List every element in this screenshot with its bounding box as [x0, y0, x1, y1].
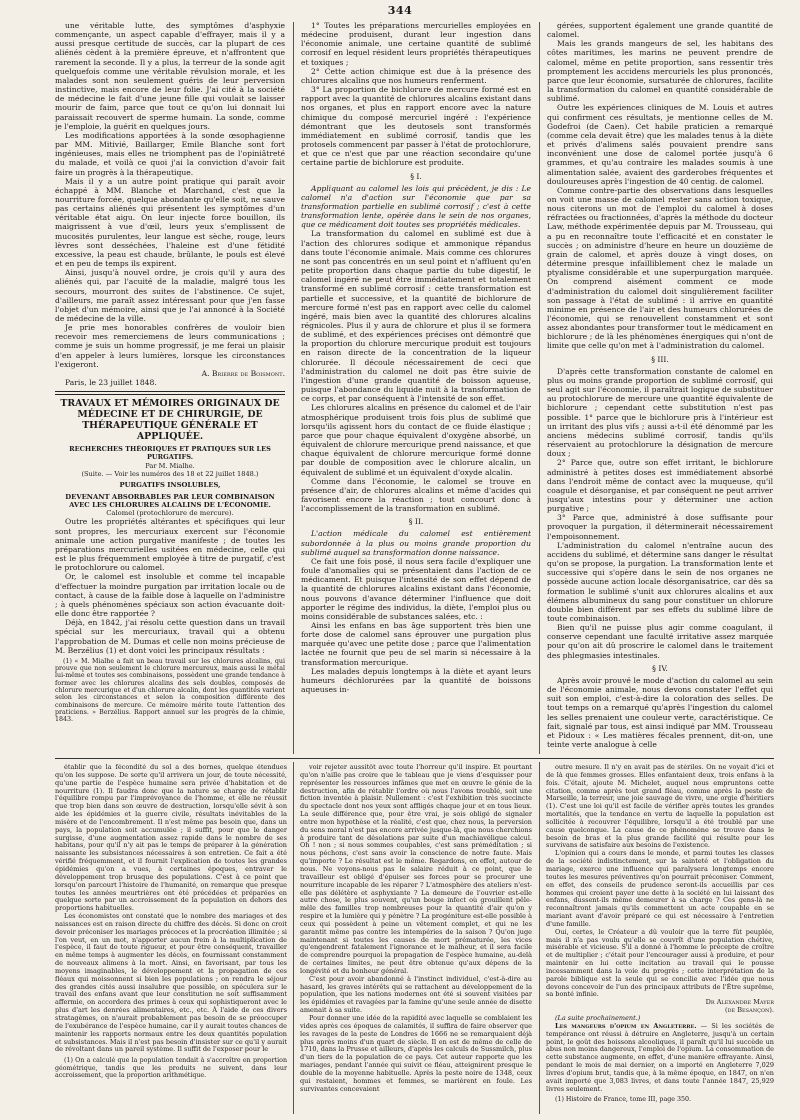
paragraph: gérées, supportent également une grande quantité de calomel. — [547, 21, 773, 40]
paragraph: Je prie mes honorables confrères de vouloir bien recevoir mes remerciemens de leurs communications ; comme je suis un homme progressif, je me ferai un plaisir d'en appeler à leurs lumières, lorsque les circonstances l'exigeront. — [55, 323, 285, 369]
column-2 — [301, 21, 531, 755]
column-rule — [539, 22, 540, 754]
paragraph: Ainsi, jusqu'à nouvel ordre, je crois qu'il y aura des aliénés qui, par l'acuité de la maladie, malgré tous les secours, mourront des suites de l'abstinence. Ce sujet, d'ailleurs, me paraît assez intéressant pour que j'en fasse l'objet d'un mémoire, ainsi que je l'ai annoncé à la Société de médecine de la ville. — [55, 268, 285, 323]
paragraph: une véritable lutte, des symptômes d'asphyxie commençante, un aspect capable d'effrayer, mais il y a aussi presque certitude de succès, car la plupart de ces aliénés cèdent à la première épreuve, et n'affrontent que rarement la seconde. Il y a plus, la terreur de la sonde agit quelquefois comme une véritable révulsion morale, et les malades sont non seulement guéris de leur perversion instinctive, mais encore de leur folie. J'ai cité à la société de médecine le fait d'une jeune fille qui voulait se laisser mourir de faim, parce que tout ce qu'on lui donnait lui paraissait recouvert de sperme humain. La sonde, comme je l'emploie, la guérit en quelques jours. — [55, 21, 285, 131]
subheading-calomel: Calomel (protochlorure de mercure). — [106, 509, 234, 518]
section-heading: § IV. — [652, 663, 668, 673]
lower-column-3 — [546, 764, 774, 1114]
column-rule — [293, 762, 294, 1114]
section-heading: § I. — [410, 171, 422, 181]
lower-column-1 — [55, 764, 287, 1114]
paragraph: établir que la fécondité du sol a des bornes, quelque étendues qu'on les suppose. De sorte qu'il arrivera un jour, de toute nécessité, qu'une partie de l'espèce humaine sera privée d'habitation et de nourriture (1). Il faudra donc que la nature se charge de rétablir l'équilibre rompu par l'imprévoyance de l'homme, et elle ne réussit que trop bien dans son œuvre de destruction, lorsqu'elle sévit à son aide les épidémies et la guerre civile, résultats inévitables de la misère et de l'encombrement. Il n'est même pas besoin que, dans un pays, la population soit accumulée ; il suffit, pour que le danger surgisse, d'une augmentation assez rapide dans le nombre de ses habitans, pour qu'il n'y ait pas le temps de préparer à la génération naissante les subsistances nécessaires à son entretien. Ce fait a été vérifié fréquemment, et il fournit l'explication de toutes les grandes épidémies qu'on a vues, à certaines époques, entraver le développement trop brusque des populations. C'est à ce point que lorsqu'on parcourt l'histoire de l'humanité, on remarque que presque toutes les années meurtrières ont été précédées et préparées en quelque sorte par un accroissement de la population en dehors des proportions habituelles. — [55, 764, 287, 913]
paragraph: Appliquant au calomel les lois qui précèdent, je dis : Le calomel n'a d'action sur l'économie que par sa transformation partielle en sublimé corrosif ; c'est à cette transformation lente, opérée dans le sein de nos organes, que ce médicament doit toutes ses propriétés médicales. — [301, 183, 531, 230]
paragraph: voir rejeter aussitôt avec toute l'horreur qu'il inspire. Et pourtant qu'on n'aille pas croire que le tableau que je viens d'esquisser pour représenter les ressources infâmes que met en œuvre le génie de la destruction, afin de rétablir l'ordre où nous l'avons troublé, soit une fiction inventée à plaisir. Nullement : c'est l'exhibition très succincte du spectacle dont nos yeux sont affligés chaque jour et en tous lieux. La seule différence que, pour être vrai, je sois obligé de signaler entre mon hypothèse et la réalité, c'est que, chez nous, la perversion du sens moral n'est pas encore arrivée jusque-là, que nous cherchions à produire tant de désolations par suite d'un machiavélique calcul. Oh ! non ; si nous sommes coupables, c'est sans préméditation ; si nous péchons, c'est sans avoir la conscience de notre faute. Mais qu'importe ? Le résultat est le même. Regardons, en effet, autour de nous. Ne voyons-nous pas le salaire réduit à ce point, que le travailleur est obligé d'épuiser ses forces pour se procurer une nourriture incapable de les réparer ? L'atmosphère des ateliers n'est-elle pas délétère et asphyxiante ? La demeure de l'ouvrier est-elle autre chose, le plus souvent, qu'un bouge infect où grouillent pêle-mêle des familles trop nombreuses pour la quantité d'air qu'on y respire et la lumière qui y pénètre ? La progéniture est-elle possible à ceux qui possèdent à peine un vêtement complet, et qui ne les garantit même pas contre les intempéries de la saison ? Qu'on juge maintenant si toutes les causes de mort prématurée, les vices qu'engendrent fatalement l'ignorance et le malheur, et il sera facile de comprendre pourquoi la propagation de l'espèce humaine, au-delà de certaines limites, ne peut être obtenue qu'aux dépens de la longévité et du bonheur général. — [300, 764, 532, 975]
paragraph: Comme dans l'économie, le calomel se trouve en présence d'air, de chlorures alcalins et même d'acides qui favorisent encore la réaction ; tout concourt donc à l'accomplissement de la transformation en sublimé. — [301, 476, 531, 514]
column-rule — [539, 762, 540, 1114]
column-3 — [547, 21, 773, 755]
paragraph: 2° Parce que, outre son effet irritant, le bichlorure administré à petites doses est immédiatement absorbé dans l'endroit même de contact avec la muqueuse, qu'il coagule et désorganise, et par conséquent ne peut arriver jusqu'aux intestins pour y déterminer une action purgative ; — [547, 458, 773, 514]
paragraph: La transformation du calomel en sublimé est due à l'action des chlorures sodique et ammonique répandus dans toute l'économie animale. Mais comme ces chlorures ne sont pas concentrés en un seul point et n'affluent qu'en petite proportion dans chaque partie du tube digestif, le calomel ingéré ne peut être immédiatement et totalement transformé en sublimé corrosif : cette transformation est partielle et successive, et la quantité de bichlorure de mercure formé n'est pas en rapport avec celle du calomel ingéré, mais bien avec la quantité des chlorures alcalins régnicoles. Plus il y aura de chlorure et plus il se formera de sublimé, et des expériences précises ont démontré que la proportion du chlorure mercurique produit est toujours en raison directe de la concentration de la liqueur chlorurée. Il découle nécessairement de ceci que l'administration du calomel ne doit pas être suivie de l'ingestion d'une grande quantité de boisson aqueuse, puisque l'abondance du liquide nuit à la transformation de ce corps, et par conséquent à l'intensité de son effet. — [301, 229, 531, 404]
paragraph: Comme contre-partie des observations dans lesquelles on voit une masse de calomel rester sans action toxique, nous citerons un mot de l'emploi du calomel à doses réfractées ou fractionnées, d'après la méthode du docteur Law, méthode expérimentée depuis par M. Trousseau, qui a pu en reconnaître toute l'efficacité et en constater le succès ; on administre d'heure en heure un douzième de grain de calomel, et après douze à vingt doses, on détermine presque infailliblement chez le malade un ptyalisme considérable et une superpurgation marquée. On comprend aisément comment ce mode d'administration du calomel doit singulièrement faciliter son passage à l'état de sublimé : il arrive en quantité minime en présence de l'air et des humeurs chlorurées de l'économie, qui se renouvellent constamment et sont assez abondantes pour transformer tout le médicament en bichlorure ; de là les phénomènes énergiques qui n'ont de limite que celle qu'on met à l'administration du calomel. — [547, 185, 773, 351]
article-title: RECHERCHES THÉORIQUES ET PRATIQUES SUR LES PURGATIFS. — [69, 445, 271, 462]
paragraph: 1° Toutes les préparations mercurielles employées en médecine produisent, durant leur ingestion dans l'économie animale, une certaine quantité de sublimé corrosif en lequel résident leurs propriétés thérapeutiques et toxiques ; — [301, 21, 531, 67]
footnote-text: (1) On a calculé que la population tendait à s'accroître en proportion géométrique, tandis que les produits ne suivent, dans leur accroissement, que la proportion arithmétique. — [55, 1057, 287, 1079]
dateline: Paris, le 23 juillet 1848. — [65, 378, 157, 388]
paragraph: C'est pour avoir abandonné à l'instinct individuel, c'est-à-dire au hasard, les graves intérêts qui se rattachent au développement de la population, que les nations modernes ont été si souvent visitées par les épidémies et ravagées par la famine qu'une seule année de disette amenait à sa suite. — [300, 974, 532, 1015]
section-heading: § II. — [408, 517, 424, 527]
paragraph: 2° Cette action chimique est due à la présence des chlorures alcalins que nos humeurs renferment. — [301, 66, 531, 85]
continuation-note: (Suite. — Voir les numéros des 18 et 22 juillet 1848.) — [81, 470, 259, 479]
footnote — [546, 1096, 774, 1103]
signature: A. Brierre de Boismont. — [201, 368, 285, 378]
paragraph: L'administration du calomel n'entraîne aucun des accidens du sublimé, et détermine sans danger le résultat qu'on se propose, la purgation. La transformation lente et successive qui s'opère dans le sein de nos organes ne possède aucune action locale désorganisatrice, car dès sa formation le sublimé s'unit aux chlorures alcalins et aux élémens albumineux du sang pour constituer un chlorure double bien différent par ses effets du sublimé libre de toute combinaison. — [547, 540, 773, 623]
subheading: PURGATIFS INSOLUBLES, — [119, 481, 221, 490]
subheading: DEVENANT ABSORBABLES PAR LEUR COMBINAISON AVEC LES CHLORURES ALCALINS DE L'ÉCONOMIE. — [65, 492, 275, 510]
paragraph: Pour donner une idée de la rapidité avec laquelle se comblaient les vides après ces époques de calamités, il suffira de faire observer que les ravages de la peste de Londres de 1666 ne se remarquaient déjà plus après moins d'un quart de siècle. Il en est de même de celle de 1710, dans la Prusse et ailleurs, d'après les calculs de Sussmilch, plus d'un tiers de la population de ce pays. Cet auteur rapporte que les mariages, pendant l'année qui suivit ce fléau, atteignirent presque le double de la moyenne habituelle. Après la peste noire de 1348, ceux qui restaient, hommes et femmes, se marièrent en foule. Les survivantes concevaient — [300, 1014, 532, 1093]
footnote — [55, 1057, 287, 1079]
paragraph: Oui, certes, le Créateur a dû vouloir que la terre fût peuplée, mais il n'a pas voulu qu'elle se couvrît d'une population chétive, misérable et vicieuse. S'il a donné à l'homme le précepte de croître et de multiplier ; c'était pour l'encourager aussi à produire, et pour maintenir en lui cette incitation au travail qui le pousse incessamment dans la voie du progrès ; cette interprétation de la parole biblique est la seule qui se concilie avec l'idée que nous devons concevoir de l'un des principaux attributs de l'Être suprême, sa bonté infinie. — [546, 927, 774, 999]
paragraph: Après avoir prouvé le mode d'action du calomel au sein de l'économie animale, nous devons constater l'effet qui suit son emploi, c'est-à-dire la coloration des selles. De tout temps on a remarqué qu'après l'ingestion du calomel les selles prenaient une couleur verte, caractéristique. Ce fait, signalé par tous, est ainsi indiqué par MM. Trousseau et Pidoux : « Les matières fécales prennent, dit-on, une teinte verte analogue à celle — [547, 675, 773, 750]
column-1 — [55, 21, 285, 755]
lower-column-2 — [300, 764, 532, 1114]
footnote-text: (1) Histoire de France, tome III, page 350. — [555, 1096, 691, 1104]
paragraph: 3° La proportion de bichlorure de mercure formé est en rapport avec la quantité de chlorures alcalins existant dans nos organes, et plus en rapport encore avec la nature chimique du composé mercuriel ingéré : l'expérience démontrant que les deutosels sont transformés immédiatement en sublimé corrosif, tandis que les protosels commencent par passer à l'état de protochlorure, et que ce n'est que par une réaction secondaire qu'une certaine partie de bichlorure est produite. — [301, 85, 531, 168]
paragraph: Or, le calomel est insoluble et comme tel incapable d'effectuer la moindre purgation par irritation locale ou de contact, à cause de la faible dose à laquelle on l'administre ; à quels phénomènes spéciaux son action évacuante doit-elle donc être rapportée ? — [55, 572, 285, 619]
paragraph: Bien qu'il ne puisse plus agir comme coagulant, il conserve cependant une faculté irritative assez marquée pour qu'on ait dû proscrire le calomel dans le traitement des phlegmasies intestinales. — [547, 623, 773, 660]
paragraph: Mais les grands mangeurs de sel, les habitans des côtes maritimes, les marins ne peuvent prendre de calomel, même en petite proportion, sans ressentir très promptement les accidens mercuriels les plus prononcés, parce que leur économie, sursaturée de chlorures, facilite la transformation du calomel en quantité considérable de sublimé. — [547, 39, 773, 104]
footnote — [55, 658, 285, 724]
paragraph: Les chlorures alcalins en présence du calomel et de l'air atmosphérique produisent trois fois plus de sublimé que lorsqu'ils agissent hors du contact de ce fluide élastique ; parce que pour chaque équivalent d'oxygène absorbé, un équivalent de chlorure mercurique prend naissance, et que chaque équivalent de chlorure mercurique formé donne par double de composition avec le chlorure alcalin, un équivalent de sublimé et un équivalent d'oxyde alcalin. — [301, 403, 531, 477]
paragraph: L'opinion qui a cours dans le monde, et parmi toutes les classes de la société indistinctement, sur la sainteté et l'obligation du mariage, exerce une influence qui paralysera longtemps encore toutes les mesures préventives qu'on pourrait préconiser. Comment, en effet, des conseils de prudence seront-ils accueillis par ces hommes qui croient payer une dette à la société en lui laissant des enfans, dussent-ils même demeurer à sa charge ? Ces gens-là ne reconnaîtront jamais qu'ils commettent un acte coupable en se mariant avant d'avoir préparé ce qui est nécessaire à l'entretien d'une famille. — [546, 849, 774, 928]
article-author: Par M. Mialhe. — [145, 462, 195, 471]
page-number: 344 — [387, 4, 413, 17]
paragraph: Outre les expériences cliniques de M. Louis et autres qui confirment ces résultats, je mentionne celles de M. Godefroi (de Caen). Cet habile praticien a remarqué (comme cela devait être) que les malades tenus à la diète et privés d'alimens salés pouvaient prendre sans inconvénient une dose de calomel portée jusqu'à 6 grammes, et qu'au contraire les malades soumis à une alimentation salée, avaient des garderobes fréquentes et douloureuses après l'ingestion de 40 centig. de calomel. — [547, 103, 773, 186]
signature-place: (de Besançon). — [724, 1006, 774, 1015]
section-rule — [55, 758, 774, 759]
continued-note: (La suite prochainement.) — [555, 1014, 641, 1022]
paragraph: Déjà, en 1842, j'ai résolu cette question dans un travail spécial sur les mercuriaux, travail qui a obtenu l'approbation de M. Dumas et celle non moins précieuse de M. Berzélius (1) et dont voici les principaux résultats : — [55, 618, 285, 655]
news-heading: Les mangeurs d'opium en Angleterre. — [555, 1021, 697, 1030]
column-rule — [293, 22, 294, 754]
section-title: TRAVAUX ET MÉMOIRES ORIGINAUX DE MÉDECINE ET DE CHIRURGIE, DE THÉRAPEUTIQUE GÉNÉRALE ET APPLIQUÉE. — [60, 398, 280, 443]
footnote-text: (1) « M. Mialhe a fait un beau travail sur les chlorures alcalins, qui prouve que non seulement le chlorure mercureux, mais aussi le métal lui-même et toutes ses combinaisons, possèdent une grande tendance à former avec les chlorures alcalins des sels doubles, composés de chlorure mercurique et d'un chlorure alcalin, dont les quantités varient selon les circonstances et selon la composition différente des combinaisons de mercure. Ce mémoire mérite toute l'attention des praticiens. » Berzélius. Rapport annuel sur les progrès de la chimie, 1843. — [55, 657, 285, 724]
paragraph: Ainsi les enfans en bas âge supportent très bien une forte dose de calomel sans éprouver une purgation plus marquée qu'avec une petite dose ; parce que l'alimentation lactée ne fournit que peu de sel marin si nécessaire à la transformation mercurique. — [301, 621, 531, 667]
double-rule — [55, 391, 285, 395]
section-heading: § III. — [651, 354, 669, 364]
paragraph: outre mesure. Il n'y en avait pas de stériles. On ne voyait d'ici et de là que femmes grosses. Elles enfantaient deux, trois enfans à la fois. C'était, ajoute M. Michelet, auquel nous empruntons cette citation, comme après tout grand fléau, comme après la peste de Marseille, la terreur, une joie sauvage de vivre, une orgie d'héritiers (1). C'est une loi qu'il est facile de vérifier après toutes les grandes mortalités, que la tendance en vertu de laquelle la population est sollicitée à recouvrer l'équilibre, lorsqu'il a été troublé par une cause quelconque. La cause de ce phénomène se trouve dans le besoin de bras et la plus grande facilité qui résulte pour les survivans de satisfaire aux besoins de l'existence. — [546, 764, 774, 850]
paragraph: Mais il y a un autre point pratique qui paraît avoir échappé à MM. Blanche et Marchand, c'est que la nourriture forcée, quelque abondante qu'elle soit, ne sauve pas certains aliénés qui présentent les symptômes d'un véritable état aigu. On leur injecte force bouillon, ils maigrissent à vue d'œil, leurs yeux s'emplissent de mucosités purulentes, leur langue est sèche, rouge, leurs lèvres sont desséchées, l'haleine est d'une fétidité excessive, la peau est chaude, brûlante, le pouls est élevé et en peu de temps ils expirent. — [55, 176, 285, 269]
paragraph: Outre les propriétés altérantes et spécifiques qui leur sont propres, les mercuriaux exercent sur l'économie animale une action purgative manifeste ; de toutes les préparations mercurielles usitées en médecine, celle qui est le plus fréquemment employée à titre de purgatif, c'est le protochlorure ou calomel. — [55, 517, 285, 573]
paragraph: Les économistes ont constaté que le nombre des mariages et des naissances est en raison directe du chiffre des décès. Si donc on croit devoir préconiser les mariages précoces et la procréation illimitée ; si l'on veut, en un mot, n'apporter aucun frein à la multiplication de l'espèce, il faut de toute rigueur, et pour être conséquent, travailler en même temps à augmenter les décès, en fournissant constamment de nouveaux alimens à la mort. Ainsi, en favorisant, par tous les moyens imaginables, le développement et la propagation de ces fléaux qui moissonnent si bien les populations ; on rendra le séjour des grandes cités aussi insalubre que possible, on spéculera sur le travail des enfans avant que leur constitution ne soit suffisamment affermie, on accordera des primes à ceux qui sophistiqueront avec le plus d'art les denrées alimentaires, etc., etc. À l'aide de ces divers stratagèmes, on n'aurait probablement pas besoin de se préoccuper de l'exubérance de l'espèce humaine, car il y aurait toutes chances de maintenir les rapports normaux entre les deux quantités population et subsistances. Mais il n'est pas besoin d'insister sur ce qu'il y aurait de révoltant dans un pareil système. Il suffit de l'exposer pour le — [55, 912, 287, 1054]
paragraph: Les modifications apportées à la sonde œsophagienne par MM. Mitivié, Baillarger, Emile Blanche sont fort ingénieuses, mais elles ne triomphent pas de l'opiniâtreté du malade, et voilà ce quoi j'ai la conviction d'avoir fait faire un progrès à la thérapeutique. — [55, 130, 285, 177]
paragraph: 3° Parce que, administré à dose suffisante pour provoquer la purgation, il déterminerait nécessairement l'empoisonnement. — [547, 513, 773, 541]
paragraph: D'après cette transformation constante de calomel en plus ou moins grande proportion de sublimé corrosif, qui seul agit sur l'économie, il paraîtrait logique de substituer au protochlorure de mercure une quantité équivalente de bichlorure ; cependant cette substitution n'est pas possible. 1° parce que le bichlorure pris à l'intérieur est un irritant des plus vifs ; aussi a-t-il été dénommé par les anciens médecins sublimé corrosif, tandis qu'ils réservaient au protochlorure la désignation de mercure doux ; — [547, 366, 773, 459]
news-item — [546, 1023, 774, 1094]
signature: Dr Alexandre Mayer — [705, 998, 774, 1007]
paragraph: Ce fait une fois posé, il nous sera facile d'expliquer une foule d'anomalies qui se présentaient dans l'action de ce médicament. Et puisque l'intensité de son effet dépend de la quantité de chlorures alcalins existant dans l'économie, nous pouvons d'avance déterminer l'influence que doit apporter le régime des individus, la diète, l'emploi plus ou moins considérable de substances salées, etc. : — [301, 556, 531, 621]
paragraph: L'action médicale du calomel est entièrement subordonnée à la plus ou moins grande proportion du sublimé auquel sa transformation donne naissance. — [301, 529, 531, 557]
paragraph: Les malades depuis longtemps à la diète et ayant leurs humeurs déchlorurées par la quantité de boissons aqueuses in- — [301, 666, 531, 695]
news-body: — Si les sociétés de tempérance ont réussi à détruire en Angleterre, jusqu'à un certain point, le goût des boissons alcooliques, il paraît qu'il lui succède un abus non moins dangereux, l'emploi de l'opium. La consommation de cette substance augmente, en effet, d'une manière effrayante. Ainsi, pendant le mois de mai dernier, on a importé en Angleterre 7,029 livres d'opium brut, tandis que, à la même époque, en 1847, on n'en avait importé que 3,083 livres, et dans toute l'année 1847, 25,929 livres seulement. — [546, 1021, 774, 1093]
